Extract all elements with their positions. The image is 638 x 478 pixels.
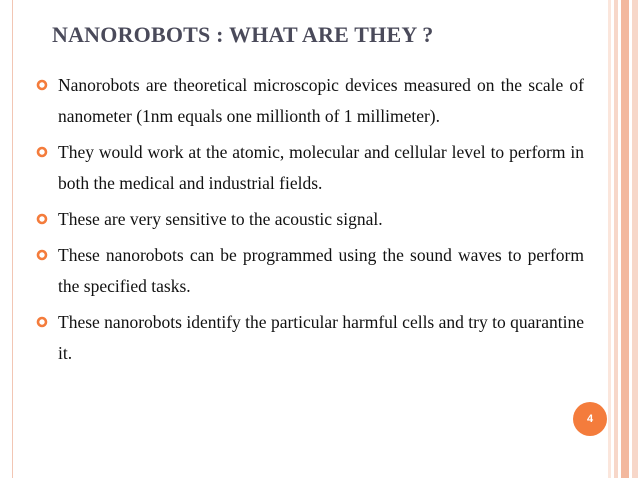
bullet-item	[36, 70, 584, 132]
ring-bullet-icon	[36, 249, 48, 261]
ring-bullet-icon	[36, 79, 48, 91]
bullet-text: These are very sensitive to the acoustic signal.	[58, 209, 383, 229]
bullet-text: They would work at the atomic, molecular and cellular level to perform in both the medical and industrial fields.	[58, 142, 584, 193]
bullet-text: These nanorobots identify the particular harmful cells and try to quarantine it.	[58, 312, 584, 363]
bullet-text: Nanorobots are theoretical microscopic devices measured on the scale of nanometer (1nm equals one millionth of 1 millimeter).	[58, 75, 584, 126]
bullet-list	[36, 70, 584, 374]
bullet-item	[36, 137, 584, 199]
bullet-item	[36, 240, 584, 302]
left-border-rule	[12, 0, 13, 478]
bullet-text: These nanorobots can be programmed using the sound waves to perform the specified tasks.	[58, 245, 584, 296]
bullet-item	[36, 204, 584, 235]
ring-bullet-icon	[36, 316, 48, 328]
page-number-badge: 4	[573, 402, 607, 436]
ring-bullet-icon	[36, 213, 48, 225]
right-decorative-stripes	[608, 0, 638, 478]
slide-title: NANOROBOTS : WHAT ARE THEY ?	[52, 22, 434, 47]
ring-bullet-icon	[36, 146, 48, 158]
bullet-item	[36, 307, 584, 369]
